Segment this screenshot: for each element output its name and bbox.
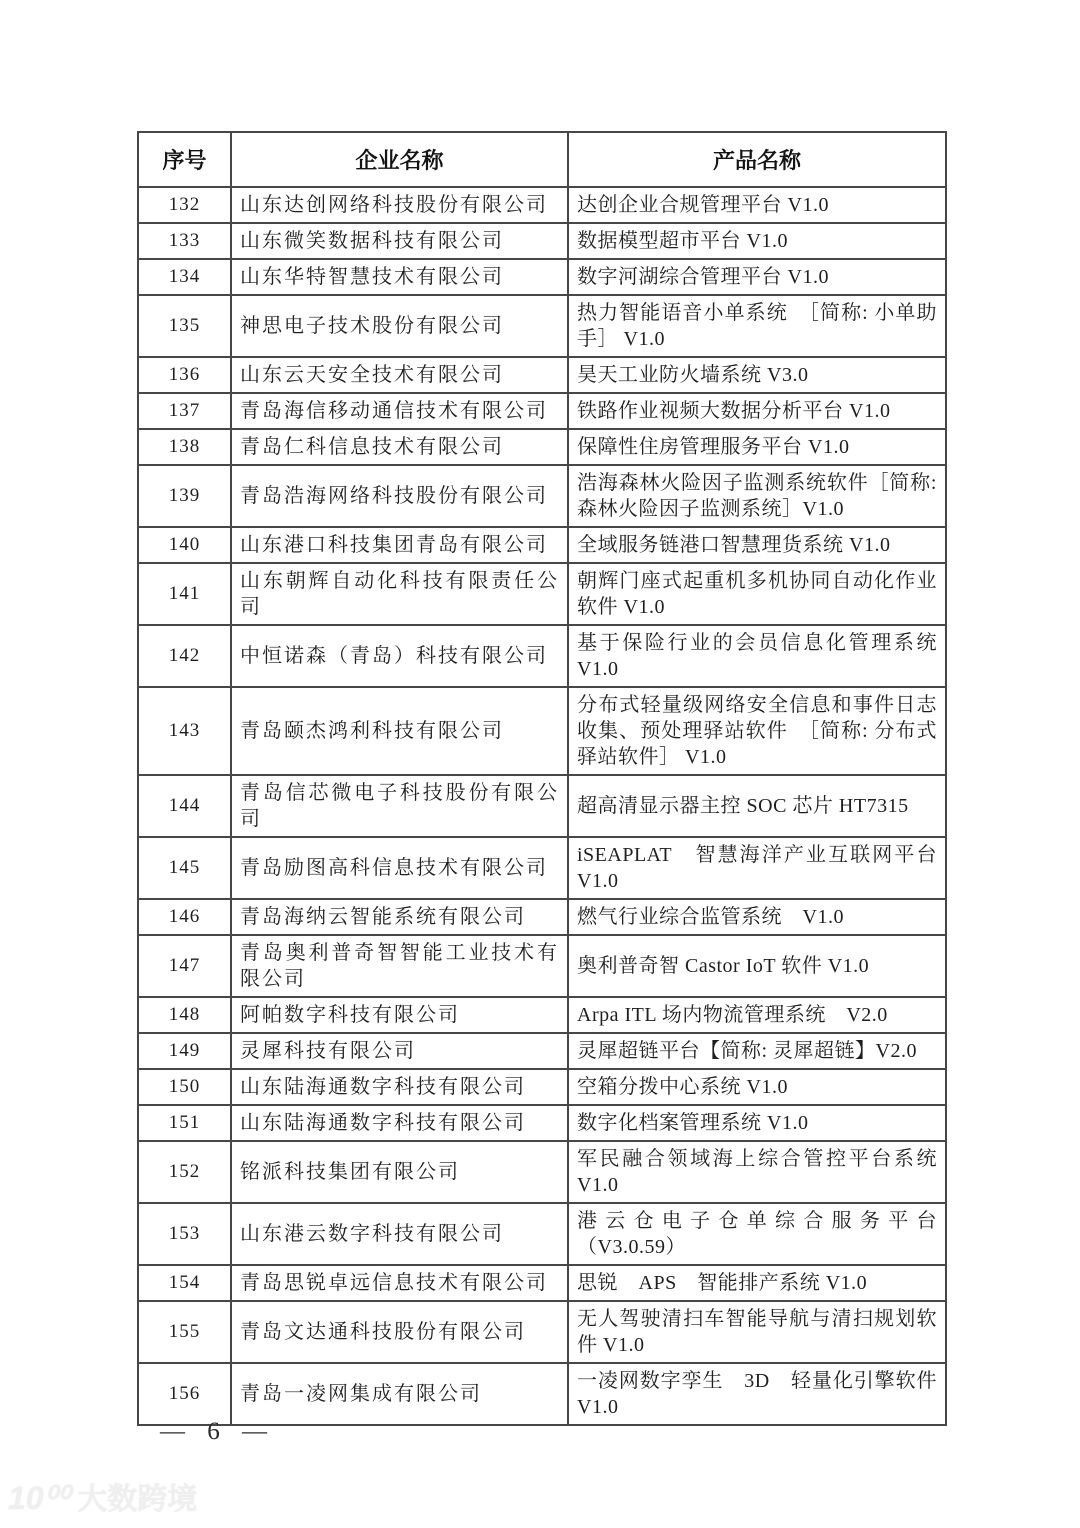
table-row — [138, 1105, 946, 1141]
product-cell: iSEAPLAT 智慧海洋产业互联网平台 V1.0 — [568, 837, 946, 899]
serial-cell: 152 — [138, 1141, 231, 1203]
product-cell: 无人驾驶清扫车智能导航与清扫规划软件 V1.0 — [568, 1301, 946, 1363]
serial-cell: 146 — [138, 899, 231, 935]
table-row — [138, 429, 946, 465]
product-cell: Arpa ITL 场内物流管理系统 V2.0 — [568, 997, 946, 1033]
table-row — [138, 1265, 946, 1301]
product-cell: 奥利普奇智 Castor IoT 软件 V1.0 — [568, 935, 946, 997]
serial-cell: 149 — [138, 1033, 231, 1069]
table-row — [138, 465, 946, 527]
product-cell: 一凌网数字孪生 3D 轻量化引擎软件 V1.0 — [568, 1363, 946, 1425]
company-cell: 灵犀科技有限公司 — [231, 1033, 568, 1069]
table-header-row — [138, 132, 946, 187]
product-cell: 朝辉门座式起重机多机协同自动化作业软件 V1.0 — [568, 563, 946, 625]
table-header — [138, 132, 946, 187]
header-product: 产品名称 — [568, 132, 946, 187]
serial-cell: 154 — [138, 1265, 231, 1301]
product-cell: 昊天工业防火墙系统 V3.0 — [568, 357, 946, 393]
product-cell: 数字化档案管理系统 V1.0 — [568, 1105, 946, 1141]
serial-cell: 133 — [138, 223, 231, 259]
serial-cell: 155 — [138, 1301, 231, 1363]
product-cell: 数据模型超市平台 V1.0 — [568, 223, 946, 259]
product-cell: 基于保险行业的会员信息化管理系统 V1.0 — [568, 625, 946, 687]
serial-cell: 148 — [138, 997, 231, 1033]
company-cell: 山东港口科技集团青岛有限公司 — [231, 527, 568, 563]
company-cell: 中恒诺森（青岛）科技有限公司 — [231, 625, 568, 687]
header-serial: 序号 — [138, 132, 231, 187]
product-cell: 燃气行业综合监管系统 V1.0 — [568, 899, 946, 935]
company-cell: 青岛奥利普奇智智能工业技术有限公司 — [231, 935, 568, 997]
table-row — [138, 187, 946, 223]
serial-cell: 136 — [138, 357, 231, 393]
product-cell: 超高清显示器主控 SOC 芯片 HT7315 — [568, 775, 946, 837]
company-cell: 神思电子技术股份有限公司 — [231, 295, 568, 357]
serial-cell: 145 — [138, 837, 231, 899]
table-row — [138, 1203, 946, 1265]
serial-cell: 137 — [138, 393, 231, 429]
serial-cell: 153 — [138, 1203, 231, 1265]
product-cell: 数字河湖综合管理平台 V1.0 — [568, 259, 946, 295]
company-cell: 青岛思锐卓远信息技术有限公司 — [231, 1265, 568, 1301]
table-row — [138, 625, 946, 687]
company-product-table — [137, 131, 947, 1426]
table-row — [138, 1301, 946, 1363]
serial-cell: 141 — [138, 563, 231, 625]
serial-cell: 147 — [138, 935, 231, 997]
serial-cell: 144 — [138, 775, 231, 837]
company-cell: 青岛浩海网络科技股份有限公司 — [231, 465, 568, 527]
page-number: — 6 — — [160, 1418, 275, 1445]
table-row — [138, 899, 946, 935]
table-row — [138, 837, 946, 899]
table-row — [138, 1069, 946, 1105]
table-row — [138, 563, 946, 625]
watermark-logo-icon: 10⁰⁰ — [8, 1480, 70, 1516]
company-cell: 山东朝辉自动化科技有限责任公司 — [231, 563, 568, 625]
company-cell: 山东微笑数据科技有限公司 — [231, 223, 568, 259]
product-cell: 港云仓电子仓单综合服务平台（V3.0.59） — [568, 1203, 946, 1265]
table-row — [138, 295, 946, 357]
product-cell: 思锐 APS 智能排产系统 V1.0 — [568, 1265, 946, 1301]
serial-cell: 134 — [138, 259, 231, 295]
watermark — [8, 1474, 197, 1518]
company-cell: 阿帕数字科技有限公司 — [231, 997, 568, 1033]
product-cell: 浩海森林火险因子监测系统软件［简称:森林火险因子监测系统］V1.0 — [568, 465, 946, 527]
product-cell: 保障性住房管理服务平台 V1.0 — [568, 429, 946, 465]
serial-cell: 140 — [138, 527, 231, 563]
company-cell: 青岛一凌网集成有限公司 — [231, 1363, 568, 1425]
product-cell: 分布式轻量级网络安全信息和事件日志收集、预处理驿站软件 ［简称: 分布式驿站软件］ V1.0 — [568, 687, 946, 775]
serial-cell: 139 — [138, 465, 231, 527]
table-row — [138, 527, 946, 563]
company-cell: 山东达创网络科技股份有限公司 — [231, 187, 568, 223]
company-cell: 铭派科技集团有限公司 — [231, 1141, 568, 1203]
table-row — [138, 935, 946, 997]
company-cell: 青岛海信移动通信技术有限公司 — [231, 393, 568, 429]
table-row — [138, 357, 946, 393]
company-cell: 山东云天安全技术有限公司 — [231, 357, 568, 393]
table-row — [138, 1363, 946, 1425]
table-row — [138, 393, 946, 429]
product-cell: 军民融合领域海上综合管控平台系统 V1.0 — [568, 1141, 946, 1203]
table-row — [138, 259, 946, 295]
company-cell: 青岛信芯微电子科技股份有限公司 — [231, 775, 568, 837]
product-cell: 灵犀超链平台【简称: 灵犀超链】V2.0 — [568, 1033, 946, 1069]
table-row — [138, 687, 946, 775]
company-cell: 青岛海纳云智能系统有限公司 — [231, 899, 568, 935]
header-company: 企业名称 — [231, 132, 568, 187]
product-cell: 全域服务链港口智慧理货系统 V1.0 — [568, 527, 946, 563]
product-cell: 空箱分拨中心系统 V1.0 — [568, 1069, 946, 1105]
serial-cell: 135 — [138, 295, 231, 357]
company-cell: 青岛仁科信息技术有限公司 — [231, 429, 568, 465]
table-row — [138, 1033, 946, 1069]
table-row — [138, 223, 946, 259]
product-cell: 热力智能语音小单系统 ［简称: 小单助手］ V1.0 — [568, 295, 946, 357]
serial-cell: 138 — [138, 429, 231, 465]
serial-cell: 132 — [138, 187, 231, 223]
product-cell: 达创企业合规管理平台 V1.0 — [568, 187, 946, 223]
company-cell: 青岛励图高科信息技术有限公司 — [231, 837, 568, 899]
table-body — [138, 187, 946, 1425]
serial-cell: 150 — [138, 1069, 231, 1105]
table-row — [138, 775, 946, 837]
table-row — [138, 1141, 946, 1203]
company-cell: 山东陆海通数字科技有限公司 — [231, 1105, 568, 1141]
company-cell: 山东港云数字科技有限公司 — [231, 1203, 568, 1265]
table-row — [138, 997, 946, 1033]
company-cell: 青岛文达通科技股份有限公司 — [231, 1301, 568, 1363]
company-cell: 山东陆海通数字科技有限公司 — [231, 1069, 568, 1105]
company-cell: 山东华特智慧技术有限公司 — [231, 259, 568, 295]
serial-cell: 142 — [138, 625, 231, 687]
company-cell: 青岛颐杰鸿利科技有限公司 — [231, 687, 568, 775]
serial-cell: 151 — [138, 1105, 231, 1141]
product-cell: 铁路作业视频大数据分析平台 V1.0 — [568, 393, 946, 429]
serial-cell: 156 — [138, 1363, 231, 1425]
serial-cell: 143 — [138, 687, 231, 775]
watermark-brand: 大数跨境 — [77, 1483, 198, 1516]
